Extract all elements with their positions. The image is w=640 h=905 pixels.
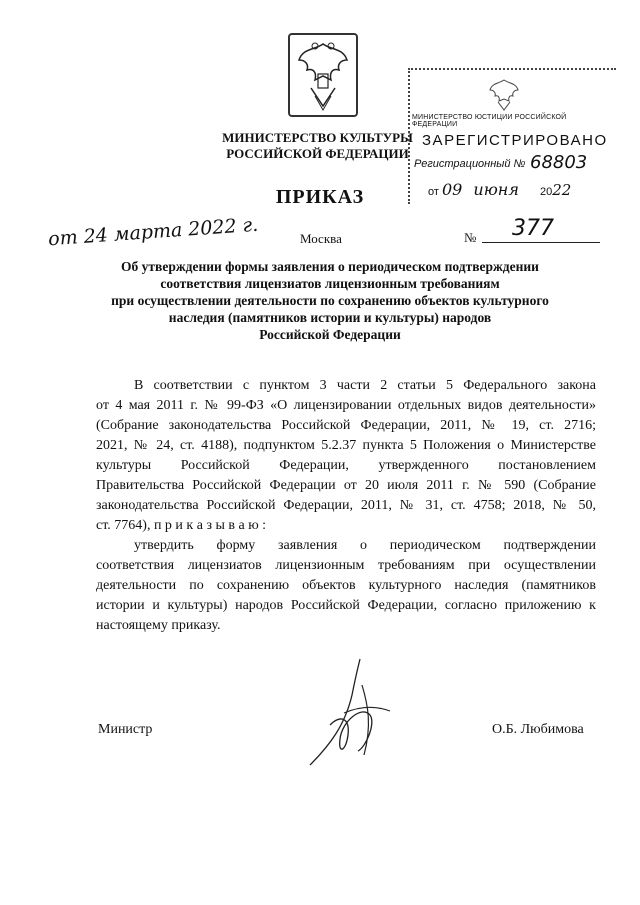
stamp-date-year-prefix: 20 <box>540 186 553 198</box>
paragraph-line: 2021, № 24, ст. 4188), подпунктом 5.2.37 пункта 5 Положения о Министерстве <box>96 438 596 453</box>
stamp-emblem-icon <box>484 74 524 114</box>
coat-of-arms-icon <box>285 30 361 120</box>
paragraph-line: от 4 мая 2011 г. № 99-ФЗ «О лицензировании отдельных видов деятельности» <box>96 398 596 413</box>
stamp-ministry: МИНИСТЕРСТВО ЮСТИЦИИ РОССИЙСКОЙ ФЕДЕРАЦИИ <box>412 114 567 128</box>
paragraph-line: настоящему приказу. <box>96 618 221 633</box>
order-number-line <box>482 242 600 243</box>
signatory-position: Министр <box>98 722 153 737</box>
paragraph-line: истории и культуры) народов Российской Федерации, согласно приложению к <box>96 598 596 613</box>
signatory-name: О.Б. Любимова <box>492 722 584 737</box>
paragraph-line: соответствия лицензиатов лицензионным требованиям при осуществлении <box>96 558 596 573</box>
title-line: наследия (памятников истории и культуры) народов <box>168 310 492 325</box>
paragraph-line: В соответствии с пунктом 3 части 2 статьи 5 Федерального закона <box>134 378 596 393</box>
stamp-date-month: июня <box>473 180 519 199</box>
stamp-date-year-suffix: 22 <box>552 181 572 199</box>
title-line: Российской Федерации <box>259 327 401 342</box>
stamp-number-label: Регистрационный № <box>414 158 526 170</box>
ministry-line-2: РОССИЙСКОЙ ФЕДЕРАЦИИ <box>226 146 409 161</box>
document-type: ПРИКАЗ <box>275 186 365 208</box>
paragraph-preamble <box>96 376 596 536</box>
paragraph-line: утвердить форму заявления о периодическом подтверждении <box>134 538 596 553</box>
order-number-label: № <box>464 230 477 245</box>
stamp-status: ЗАРЕГИСТРИРОВАНО <box>422 132 608 149</box>
paragraph-line: ст. 7764), п р и к а з ы в а ю : <box>96 518 267 533</box>
order-date: от 24 марта 2022 г. <box>47 213 259 251</box>
paragraph-line: Правительства Российской Федерации от 20 июля 2011 г. № 590 (Собрание <box>96 478 596 493</box>
ministry-name <box>215 130 420 162</box>
paragraph-line: культуры Российской Федерации, утвержденного постановлением <box>96 458 596 473</box>
order-number: 377 <box>512 216 554 241</box>
title-line: Об утверждении формы заявления о периодическом подтверждении <box>121 259 539 274</box>
ministry-line-1: МИНИСТЕРСТВО КУЛЬТУРЫ <box>222 130 413 145</box>
paragraph-line: законодательства Российской Федерации, 2011, № 31, ст. 4758; 2018, № 50, <box>96 498 596 513</box>
paragraph-line: деятельности по сохранению объектов культурного наследия (памятников <box>96 578 596 593</box>
title-line: соответствия лицензиатов лицензионным требованиям <box>160 276 500 291</box>
paragraph-resolution <box>96 536 596 636</box>
stamp-date-prefix: от <box>428 186 439 198</box>
paragraph-line: (Собрание законодательства Российской Федерации, 2011, № 19, ст. 2716; <box>96 418 596 433</box>
order-title <box>60 258 600 343</box>
stamp-date-day: 09 <box>441 180 463 199</box>
title-line: при осуществлении деятельности по сохранению объектов культурного <box>111 293 549 308</box>
stamp-number: 68803 <box>530 152 588 173</box>
signature-icon <box>300 655 400 775</box>
order-city: Москва <box>300 231 342 246</box>
